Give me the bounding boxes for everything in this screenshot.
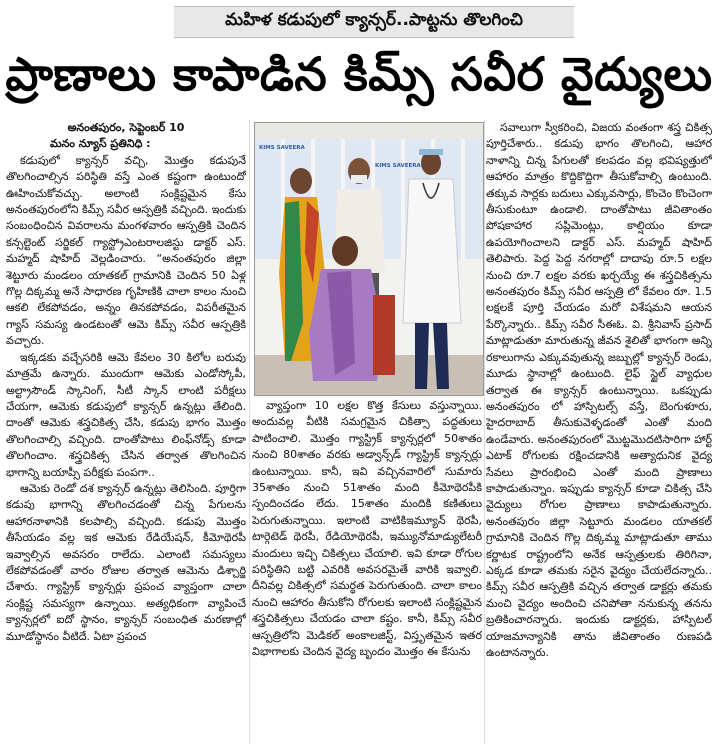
column-divider [249, 120, 250, 744]
kicker-text: మహిళ కడుపులో క్యాన్సర్..పాట్టను తొలగించి [225, 10, 523, 30]
backdrop-logo: KIMS SAVEERA [375, 163, 421, 169]
news-photo [254, 122, 484, 396]
column-divider [484, 120, 485, 744]
paragraph: వ్యాప్తంగా 10 లక్షల కొత్త కేసులు వస్తున్నాయి. అందువల్ల వీటికి సమగ్రమైన చికిత్సా పద్ధతులు పాటించాలి. మొత్తం గ్యాస్ట్రిక్ క్యాన్సర్లలో 50శాతం నుంచి 80శాతం వరకు అడ్వాన్స్‌డ్ గ్యాస్ట్రిక్ క్యాన్సర్లు ఉంటున్నాయి. కానీ, ఇవి వచ్చినవారిలో సుమారు 35శాతం నుంచి 51శాతం మంది కీమోథెరపీకి స్పందించడం లేదు. 15శాతం మందికి కణితులు పెరుగుతున్నాయి. ఇలాంటి వాటికిఇమ్యూన్ థెరపీ, టార్గెటెడ్ థెరపీ, రేడియోథెరపీ, ఇమ్యునోమాడ్యులేటరీ మందులు ఇచ్చి చికిత్సలు చేయాలి. ఇవి కూడా రోగుల పరిస్థితిని బట్టి ఎవరికి అవసరమైతే వారికి ఇవ్వాలి. దీనివల్ల చికిత్సలో సమర్థత పెరుగుతుంది. చాలా కాలం నుంచి ఆహారం తీసుకోని రోగులకు ఇలాంటి సంక్లిష్టమైన శస్త్రచికిత్సలు చేయడం చాలా కష్టం. కానీ, కిమ్స్ సవీర ఆస్పత్రిలోని మెడికల్ అంకాలజిస్ట్, విస్తృతమైన ఇతర విభాగాలకు చెందిన వైద్య బృందం మొత్తం ఈ కేసును [252, 399, 482, 659]
paragraph: సవాలుగా స్వీకరించి, విజయ వంతంగా శస్త్ర చికిత్స పూర్తిచేశారు.. కడుపు భాగం తొలగించి, ఆహార నాళాన్ని చిన్న పేగులతో కలపడం వల్ల భవిష్యత్తులో ఆహారం మాత్రం కొద్దికొద్దిగా తీసుకోవాల్సి ఉంటుంది. తక్కువ సార్లకు బదులు ఎక్కువసార్లు, కొంచెం కొంచెంగా తీసుకుంటూ ఉండాలి. దాంతోపాటు జీవితాంతం పోషకాహార సప్లిమెంట్లు, కాల్షియం కూడా ఉపయోగించాలని డాక్టర్ ఎస్. మహ్మద్ షాహిద్ తెలిపారు. పెద్ద పెద్ద నగరాల్లో దాదాపు రూ.5 లక్షల నుంచి రూ.7 లక్షల వరకు ఖర్చయ్యే ఈ శస్త్రచికిత్సను అనంతపురం కిమ్స్ సవీర ఆస్పత్రి లో కేవలం రూ. 1.5 లక్షలకే పూర్తి చేయడం మరో విశేషమని ఆయన పేర్కొన్నారు.. కిమ్స్ సవీర సీఈఓ. వి. శ్రీనివాస్ ప్రసాద్ మాట్లాడుతూ మారుతున్న జీవన శైలితో భాగంగా అన్ని రకాలుగాను ఎక్కువవుతున్న జబ్బుల్లో క్యాన్సర్ రెండు, మూడు స్థానాల్లో ఉంటుంది. లైఫ్ స్టైల్ వ్యాధుల తర్వాత ఈ క్యాన్సర్ ఉంటున్నాయి. ఒకప్పుడు అనంతపురం లో హాస్పిటల్స్ వస్తే, బెంగుళూరు, హైదరాబాద్ తీసుకువెళ్ళడంతో ఎంతో మంది ఉండేవారు. అనంతపురంలో మొట్టమొదటిసారిగా హార్ట్ ఎటాక్ రోగులకు రక్షించడానికి అత్యాధునిక వైద్య సేవలు ప్రారంభించి ఎంతో మంది ప్రాణాలు కాపాడుతున్నాం. ఇప్పుడు క్యాన్సర్ కూడా చికిత్స చేసి వైద్యులు రోగుల ప్రాణాలు కాపాడుతున్నారు. అనంతపురం జిల్లా సెట్టూరు మండలం యాతకల్ గ్రామానికి చెందిన గొల్ల దిక్కమ్మ మాట్లాడుతూ తాము కర్ణాటక రాష్ట్రంలోని అనేక ఆస్పత్రులకు తిరిగినా, ఎక్కడ కూడా తమకు సరైన వైద్యం చేయలేదన్నారు.. కిమ్స్ సవీర ఆస్పత్రికి వచ్చిన తర్వాత డాక్టర్లు తమకు మంచి వైద్యం అందించి చనిపోతా ననుకున్న తనను బ్రతికించారన్నారు. ఇందుకు డాక్టర్లకు, హాస్పిటల్ యాజమాన్యానికి తాను జీవితాంతం రుణపడి ఉంటానన్నారు. [486, 121, 712, 659]
headline: ప్రాణాలు కాపాడిన కిమ్స్ సవీర వైద్యులు [5, 47, 713, 101]
article-column-3 [486, 120, 712, 744]
kicker-banner [174, 6, 574, 38]
article-column-1 [6, 120, 246, 744]
photo-people-illustration [255, 123, 483, 395]
byline: మనం న్యూస్ ప్రతినిధి : [50, 137, 151, 151]
paragraph: ఇక్కడకు వచ్చేసరికి ఆమె కేవలం 30 కిలోల బరువు మాత్రమే ఉన్నారు. ముందుగా ఆమెకు ఎండోస్కోపీ, అల్ట్రాసౌండ్ స్కానింగ్, సీటీ స్కాన్ లాంటి పరీక్షలు చేయగా, ఆమెకు కడుపులో క్యాన్సర్ ఉన్నట్లు తేలింది. దాంతో ఆమెకు శస్త్రచికిత్స చేసి, కడుపు భాగం మొత్తం తొలగించాల్సి వచ్చింది. దాంతోపాటు లింఫ్‌నోడ్స్ కూడా తొలగించాం. శస్త్రచికిత్స చేసిన తర్వాత తొలగించిన భాగాన్ని బయాప్సీ పరీక్షకు పంపగా.. [6, 350, 246, 479]
paragraph: కడుపులో క్యాన్సర్ వచ్చి, మొత్తం కడుపునే తొలగించాల్సిన పరిస్థితి వస్తే ఎంత కష్టంగా ఉంటుందో ఊహించుకోవచ్చు. అలాంటి సంక్లిష్టమైన కేసు అనంతపురంలోని కిమ్స్ సవీర ఆస్పత్రికి వచ్చింది. ఇందుకు సంబంధించిన వివరాలను మంగళవారం ఆస్పత్రికి చెందిన కన్సల్టెంట్ సర్జికల్ గ్యాస్ట్రోఎంటరాలజిస్టు డాక్టర్ ఎస్. మహ్మద్ షాహిద్ వెల్లడించారు. “అనంతపురం జిల్లా శెట్టూరు మండలం యాతకల్ గ్రామానికి చెందిన 50 ఏళ్ల గొల్ల దిక్కమ్మ అనే సాధారణ గృహిణికి చాలా కాలం నుంచి ఆకలి లేకపోవడం, అన్నం తినకపోవడం, విపరీతమైన గ్యాస్ సమస్య ఉండటంతో ఆమె కిమ్స్ సవీర ఆస్పత్రికి వచ్చారు. [6, 153, 246, 348]
dateline: అనంతపురం, సెప్టెంబర్ 10 [67, 121, 185, 134]
paragraph: ఆమెకు రెండో దశ క్యాన్సర్ ఉన్నట్లు తెలిసింది. పూర్తిగా కడుపు భాగాన్ని తొలగించడంతో చిన్న పేగులను ఆహారనాళానికి కలపాల్సి వచ్చింది. కడుపు మొత్తం తీసేయడం వల్ల ఇక ఆమెకు రేడియేషన్, కీమోథెరపీ ఇవ్వాల్సిన అవసరం రాలేదు. ఎలాంటి సమస్యలు లేకపోవడంతో వారం రోజుల తర్వాత ఆమెను డిశ్చార్జి చేశారు. గ్యాస్ట్రిక్ క్యాన్సర్లు ప్రపంచ వ్యాప్తంగా చాలా సంక్లిష్ట సమస్యగా ఉన్నాయి. అత్యధికంగా వ్యాపించే క్యాన్సర్లలో ఐదో స్థానం, క్యాన్సర్ సంబంధిత మరణాల్లో మూడోస్థానం వీటిదే. ఏటా ప్రపంచ [6, 481, 246, 643]
article-column-2 [252, 398, 482, 744]
backdrop-logo: KIMS SAVEERA [259, 145, 305, 151]
